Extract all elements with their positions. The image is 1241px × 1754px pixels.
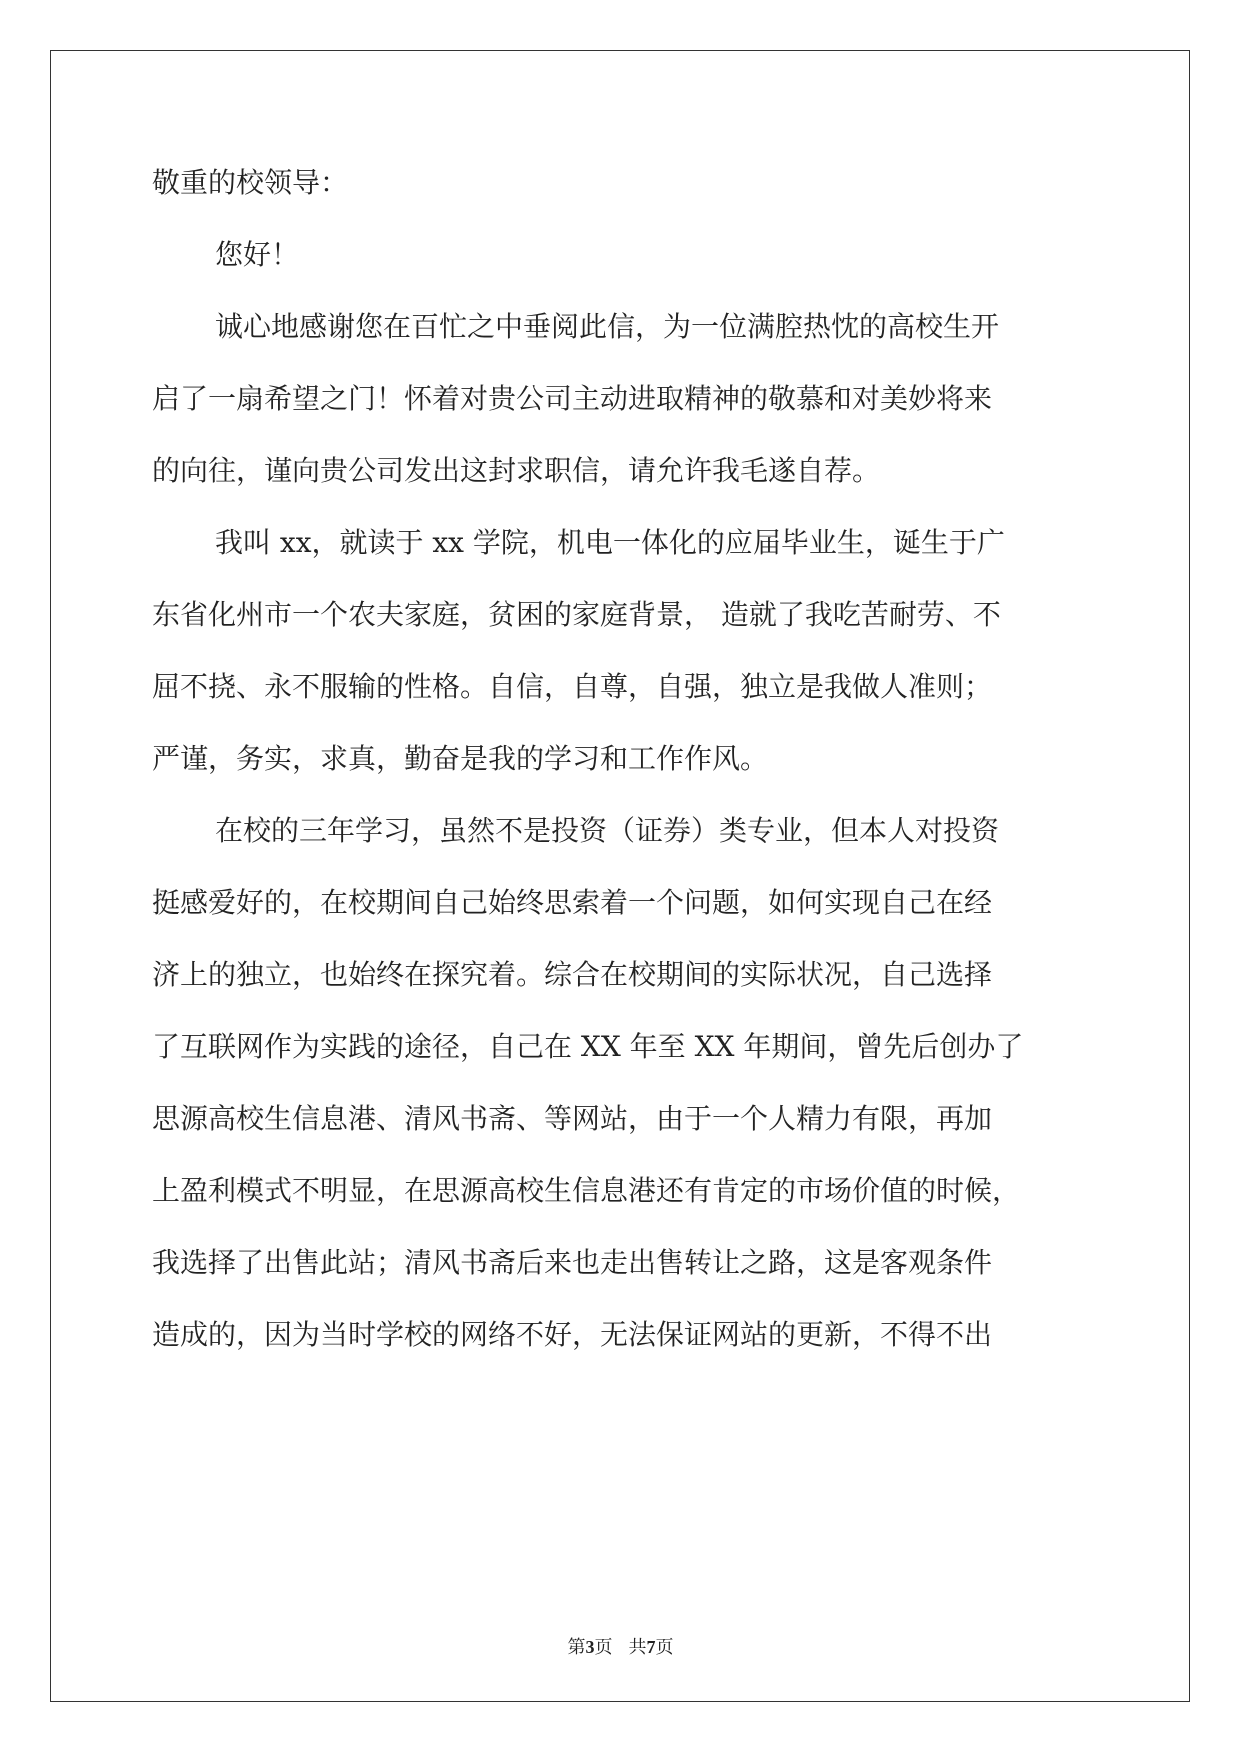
paragraph-line: 我叫 xx，就读于 xx 学院，机电一体化的应届毕业生，诞生于广 [215,526,1005,559]
paragraph-line: 诚心地感谢您在百忙之中垂阅此信，为一位满腔热忱的高校生开 [215,310,1000,343]
greeting: 您好！ [215,238,300,271]
page-prefix: 第 [567,1637,586,1657]
total-prefix: 共 [628,1637,647,1657]
page-footer [0,1633,1241,1659]
paragraph-line: 造成的，因为当时学校的网络不好，无法保证网站的更新，不得不出 [152,1318,993,1351]
page-current: 3 [585,1637,595,1657]
paragraph-line: 挺感爱好的，在校期间自己始终思索着一个问题，如何实现自己在经 [152,886,993,919]
total-suffix: 页 [655,1637,674,1657]
paragraph-line: 思源高校生信息港、清风书斋、等网站，由于一个人精力有限，再加 [152,1102,993,1135]
paragraph-line: 济上的独立，也始终在探究着。综合在校期间的实际状况，自己选择 [152,958,993,991]
paragraph-line: 东省化州市一个农夫家庭，贫困的家庭背景， 造就了我吃苦耐劳、不 [152,598,1001,631]
salutation: 敬重的校领导： [152,166,349,199]
paragraph-line: 的向往，谨向贵公司发出这封求职信，请允许我毛遂自荐。 [152,454,881,487]
paragraph-line: 严谨，务实，求真，勤奋是我的学习和工作作风。 [152,742,769,775]
page-total: 7 [646,1637,656,1657]
paragraph-line: 我选择了出售此站；清风书斋后来也走出售转让之路，这是客观条件 [152,1246,993,1279]
paragraph-line: 屈不挠、永不服输的性格。自信，自尊，自强，独立是我做人准则； [152,670,993,703]
page-border [50,50,1190,1702]
paragraph-line: 了互联网作为实践的途径，自己在 XX 年至 XX 年期间，曾先后创办了 [152,1030,1024,1063]
paragraph-line: 启了一扇希望之门！怀着对贵公司主动进取精神的敬慕和对美妙将来 [152,382,993,415]
paragraph-line: 上盈利模式不明显，在思源高校生信息港还有肯定的市场价值的时候， [152,1174,1021,1207]
paragraph-line: 在校的三年学习，虽然不是投资（证券）类专业，但本人对投资 [215,814,1000,847]
page-suffix: 页 [594,1637,613,1657]
